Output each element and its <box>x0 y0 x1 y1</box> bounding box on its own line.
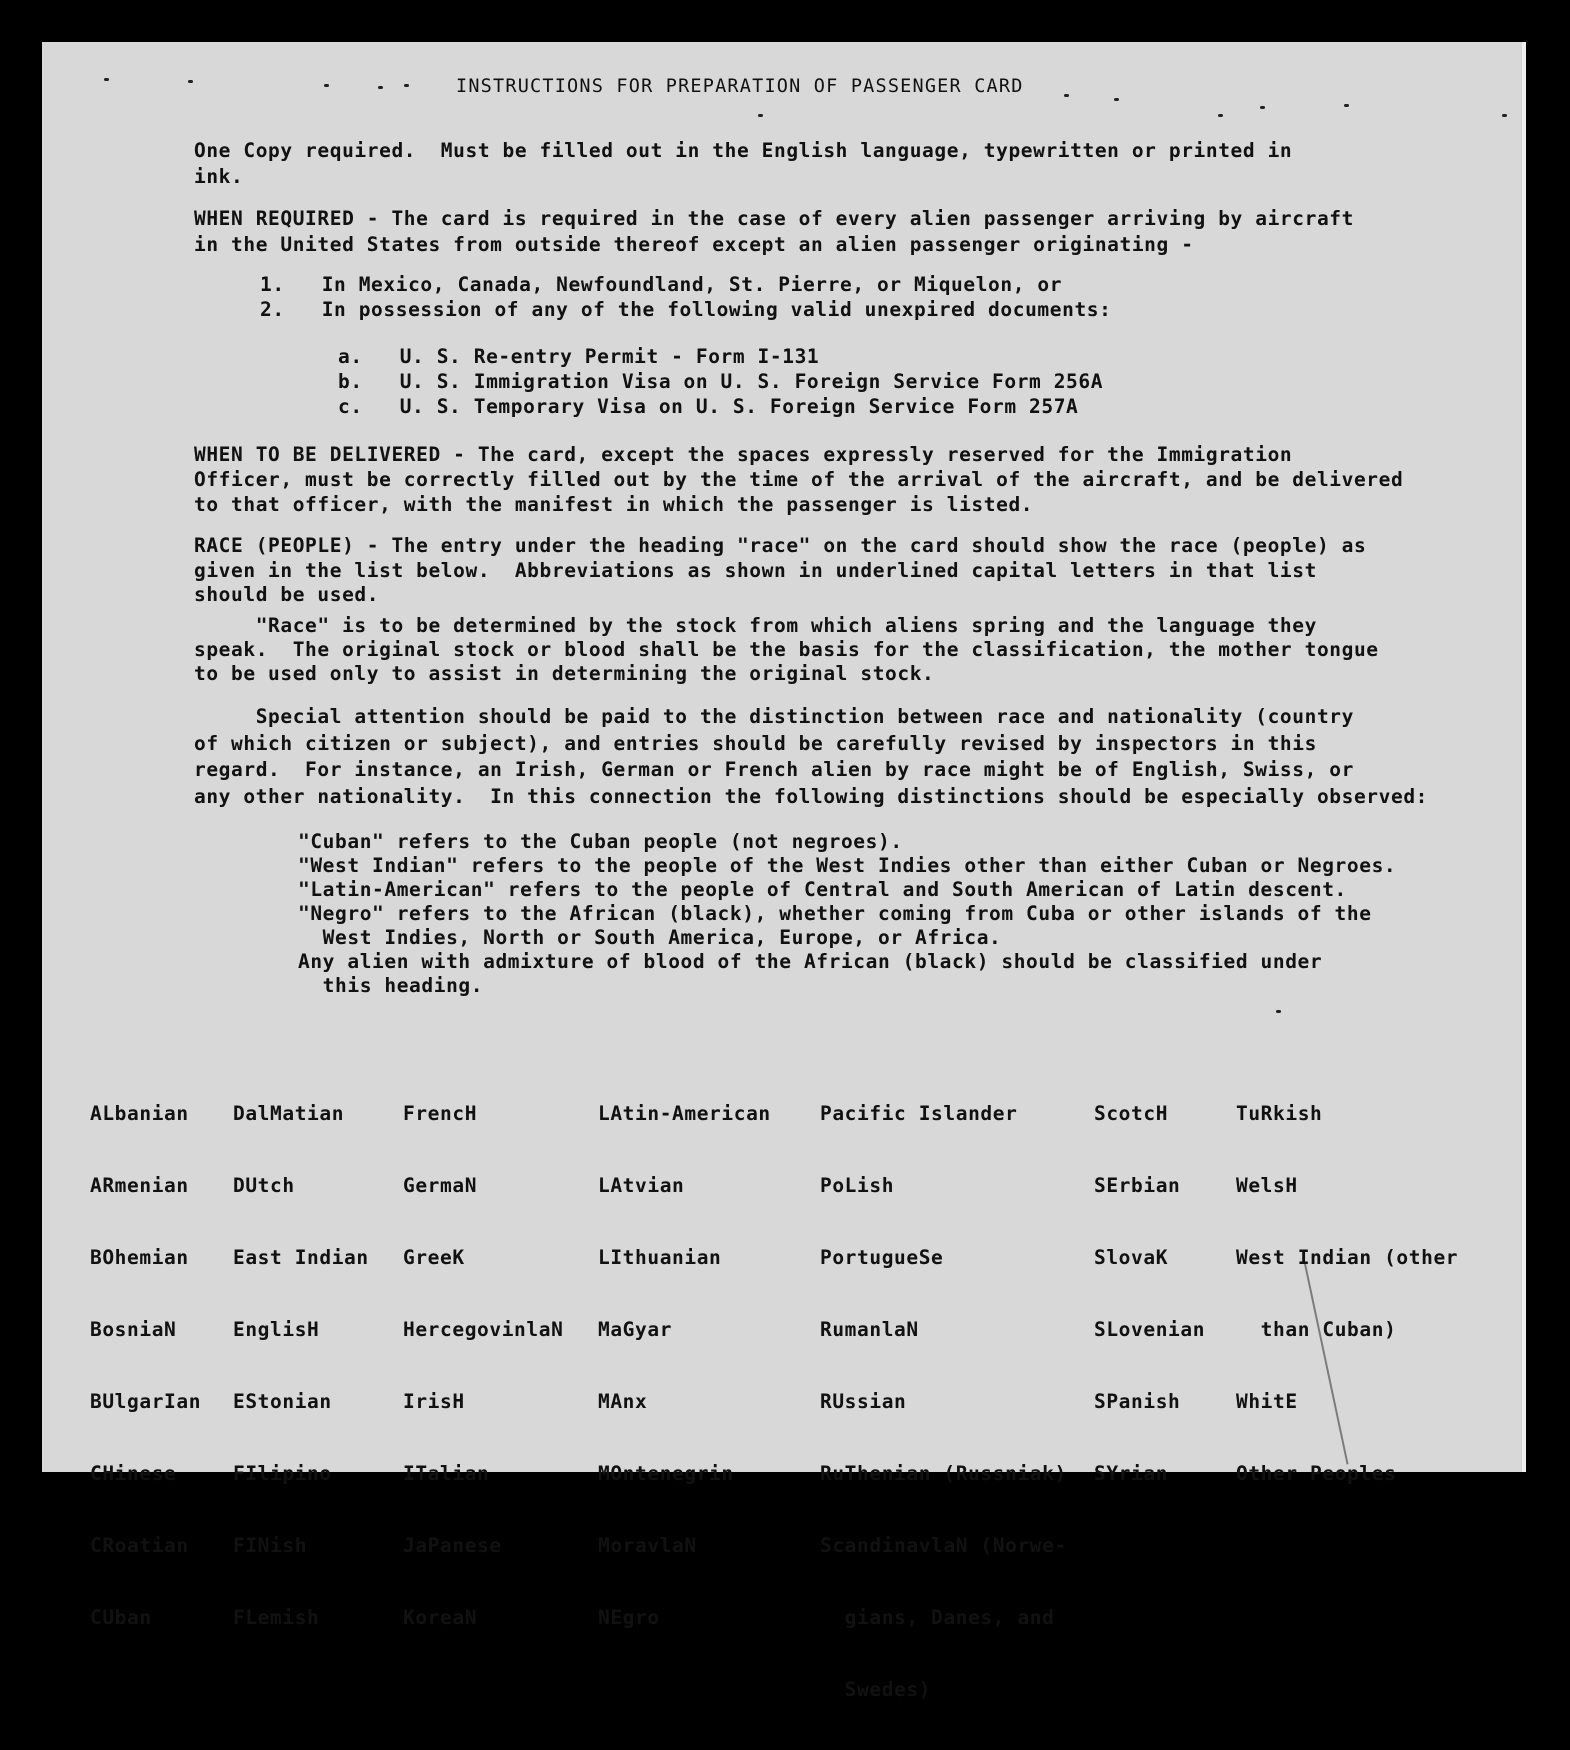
race-entry: RumanlaN <box>820 1318 919 1341</box>
speck <box>1502 114 1507 117</box>
race-entry: ALbanian <box>90 1102 189 1125</box>
speck <box>188 80 193 83</box>
speck <box>104 78 109 81</box>
numbered-list: 1. In Mexico, Canada, Newfoundland, St. Pierre, or Miquelon, or 2. In possession of any of the following valid unexpired documents: <box>260 273 1112 321</box>
race-entry: BOhemian <box>90 1246 189 1269</box>
race-entry: SLovenian <box>1094 1318 1206 1341</box>
race-definition-paragraph: "Race" is to be determined by the stock from which aliens spring and the language they speak. The original stock or blood shall be the basis for the classification, the mother tongue to be used only to assist in determining the original stock. <box>194 614 1379 685</box>
race-list-column-2 <box>233 1054 369 1678</box>
race-entry: SlovaK <box>1094 1246 1169 1269</box>
race-entry: CHinese <box>90 1462 177 1485</box>
page-title: INSTRUCTIONS FOR PREPARATION OF PASSENGER CARD <box>456 76 1024 97</box>
race-entry: MoravlaN <box>598 1534 697 1557</box>
speck <box>378 86 383 89</box>
race-entry: ScotcH <box>1094 1102 1169 1125</box>
race-entry: RuThenian (Russniak) <box>820 1462 1067 1485</box>
race-entry: MAnx <box>598 1390 648 1413</box>
race-entry: EnglisH <box>233 1318 320 1341</box>
race-entry: SYrian <box>1094 1462 1169 1485</box>
race-entry: CUban <box>90 1606 152 1629</box>
race-entry: PoLish <box>820 1174 895 1197</box>
distinctions-list: "Cuban" refers to the Cuban people (not negroes). "West Indian" refers to the people of the West Indies other than either Cuban or Negroes. "Latin-American" refers to the people of Central and South American of Latin descent. "Negro" refers to the African (black), whether coming from Cuba or other islands of the West Indies, North or South America, Europe, or Africa. Any alien with admixture of blood of the African (black) should be classified under this heading. <box>298 830 1397 997</box>
race-entry: NEgro <box>598 1606 660 1629</box>
race-entry: EStonian <box>233 1390 332 1413</box>
speck <box>758 114 763 117</box>
speck <box>1276 1010 1281 1013</box>
race-entry: SErbian <box>1094 1174 1181 1197</box>
race-entry: BUlgarIan <box>90 1390 202 1413</box>
race-entry: LAtin-American <box>598 1102 771 1125</box>
document-list: a. U. S. Re-entry Permit - Form I-131 b. U. S. Immigration Visa on U. S. Foreign Service Form 256A c. U. S. Temporary Visa on U. S. Foreign Service Form 257A <box>338 345 1104 418</box>
race-entry: West Indian (other <box>1236 1246 1459 1269</box>
race-entry: ITalian <box>403 1462 490 1485</box>
when-required-paragraph: WHEN REQUIRED - The card is required in the case of every alien passenger arriving by aircraft in the United States from outside thereof except an alien passenger originating - <box>194 207 1354 256</box>
race-entry: DalMatian <box>233 1102 345 1125</box>
race-list-column-5 <box>820 1054 1067 1750</box>
race-entry: LAtvian <box>598 1174 685 1197</box>
race-entry: DUtch <box>233 1174 295 1197</box>
race-entry: FLemish <box>233 1606 320 1629</box>
race-entry: ScandinavlaN (Norwe- <box>820 1534 1067 1557</box>
race-entry: BosniaN <box>90 1318 177 1341</box>
race-entry: FIlipino <box>233 1462 332 1485</box>
race-entry: KoreaN <box>403 1606 478 1629</box>
race-entry: GreeK <box>403 1246 465 1269</box>
race-entry: RUssian <box>820 1390 907 1413</box>
speck <box>1064 94 1069 97</box>
race-entry: ARmenian <box>90 1174 189 1197</box>
race-entry: IrisH <box>403 1390 465 1413</box>
race-entry: HercegovinlaN <box>403 1318 564 1341</box>
race-entry: WelsH <box>1236 1174 1298 1197</box>
race-list-column-6 <box>1094 1054 1205 1534</box>
race-entry: than Cuban) <box>1236 1318 1397 1341</box>
speck <box>1344 104 1349 107</box>
race-entry: Swedes) <box>820 1678 932 1701</box>
when-delivered-paragraph: WHEN TO BE DELIVERED - The card, except the spaces expressly reserved for the Immigration Officer, must be correctly filled out by the time of the arrival of the aircraft, and be delivered to that officer, with the manifest in which the passenger is listed. <box>194 443 1404 516</box>
race-entry: MOntenegrin <box>598 1462 734 1485</box>
race-entry: PortugueSe <box>820 1246 944 1269</box>
race-entry: LIthuanian <box>598 1246 722 1269</box>
race-list-column-3 <box>403 1054 563 1678</box>
race-entry: WhitE <box>1236 1390 1298 1413</box>
race-entry: East Indian <box>233 1246 369 1269</box>
race-entry: JaPanese <box>403 1534 502 1557</box>
special-attention-paragraph: Special attention should be paid to the distinction between race and nationality (country of which citizen or subject), and entries should be carefully revised by inspectors in this regard. For instance, an Irish, German or French alien by race might be of English, Swiss, or any other nationality. In this connection the following distinctions should be especially observed: <box>194 705 1428 808</box>
speck <box>1218 114 1223 117</box>
race-list-column-1 <box>90 1054 201 1678</box>
race-entry: FrencH <box>403 1102 478 1125</box>
document-page <box>42 42 1526 1701</box>
race-entry: GermaN <box>403 1174 478 1197</box>
race-entry: gians, Danes, and <box>820 1606 1055 1629</box>
intro-paragraph: One Copy required. Must be filled out in the English language, typewritten or printed in ink. <box>194 139 1293 188</box>
speck <box>404 84 409 87</box>
race-entry: Other Peoples <box>1236 1462 1397 1485</box>
race-entry: TuRkish <box>1236 1102 1323 1125</box>
speck <box>1260 106 1265 109</box>
race-entry: SPanish <box>1094 1390 1181 1413</box>
race-entry: CRoatian <box>90 1534 189 1557</box>
race-entry: Pacific Islander <box>820 1102 1018 1125</box>
race-list-column-4 <box>598 1054 771 1678</box>
race-entry: MaGyar <box>598 1318 673 1341</box>
race-entry: FINish <box>233 1534 308 1557</box>
speck <box>324 84 329 87</box>
race-paragraph: RACE (PEOPLE) - The entry under the heading "race" on the card should show the race (people) as given in the list below. Abbreviations as shown in underlined capital letters in that list should be used. <box>194 534 1367 606</box>
speck <box>1114 98 1119 101</box>
